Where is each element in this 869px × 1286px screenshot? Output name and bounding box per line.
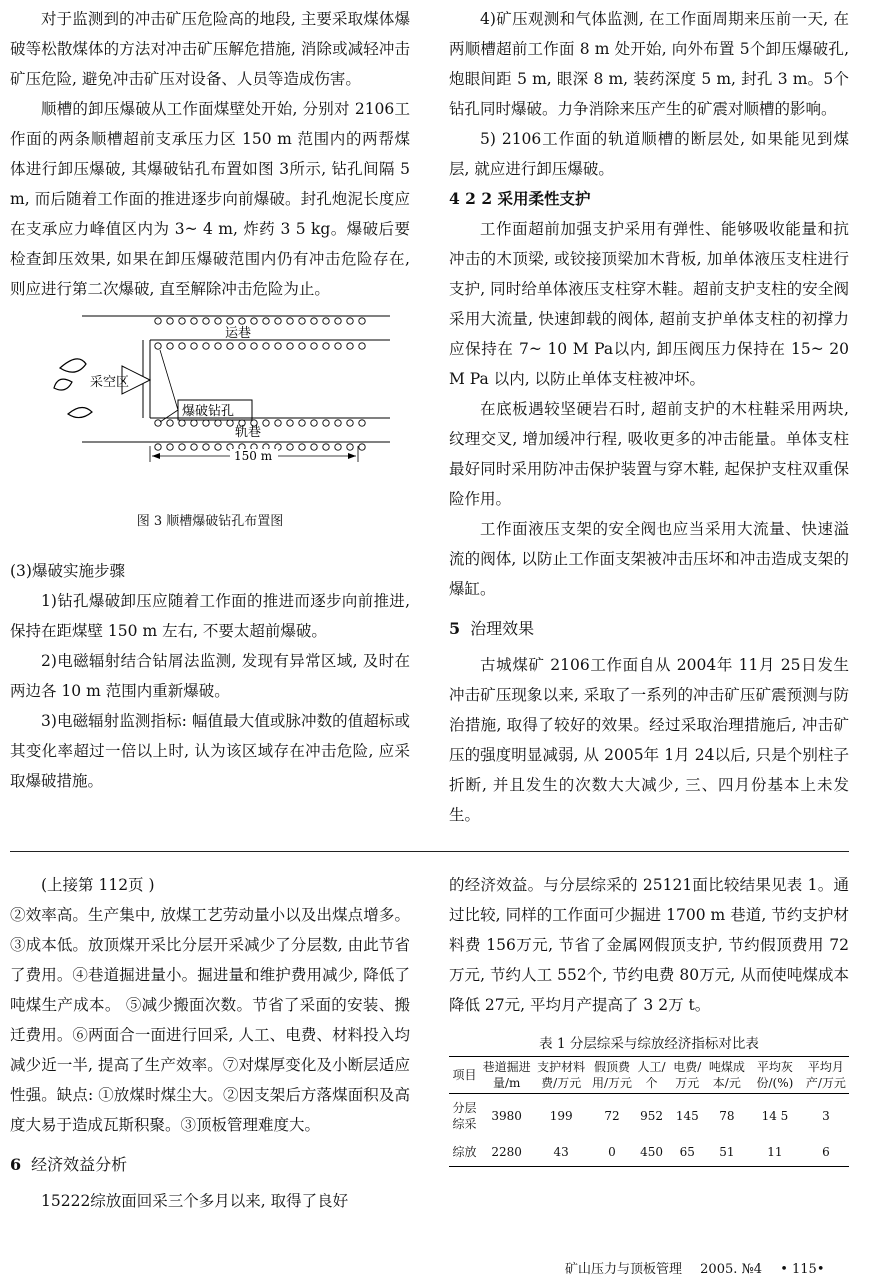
column-1: [10, 4, 410, 796]
label-bottom-roadway: 轨巷: [235, 425, 262, 440]
column-2: [449, 4, 849, 830]
table-header-row: [449, 1057, 849, 1094]
table-header: 假顶费用/万元: [589, 1057, 635, 1094]
column-3: [10, 870, 410, 1216]
comparison-table: [449, 1056, 849, 1167]
paragraph: 4)矿压观测和气体监测, 在工作面周期来压前一天, 在两顺槽超前工作面 8 m 处开始, 向外布置 5个卸压爆破孔, 炮眼间距 5 m, 眼深 8 m, 装药深度 5 m, 封孔 3 m。5个钻孔同时爆破。力争消除来压产生的矿震对顺槽的影响。: [449, 10, 849, 118]
table-cell: 11: [767, 1145, 783, 1159]
table-header: 电费/万元: [668, 1057, 707, 1094]
table-header: 平均灰份/(%): [747, 1057, 803, 1094]
table-cell: 51: [719, 1145, 735, 1159]
table-cell: 199: [549, 1109, 573, 1123]
section-number: 5: [449, 619, 461, 638]
table-cell: 3980: [491, 1109, 522, 1123]
table-cell: 分层综采: [452, 1101, 477, 1131]
section-title: 经济效益分析: [31, 1155, 128, 1174]
table-cell: 14 5: [761, 1109, 789, 1123]
paragraph: 5) 2106工作面的轨道顺槽的断层处, 如果能见到煤层, 就应进行卸压爆破。: [449, 130, 849, 178]
table-cell: 3: [822, 1109, 830, 1123]
table-row: [449, 1094, 849, 1139]
section-number: 6: [10, 1155, 22, 1174]
figure-3-drawing: [10, 310, 410, 510]
paragraph: 顺槽的卸压爆破从工作面煤壁处开始, 分别对 2106工作面的两条顺槽超前支承压力区 150 m 范围内的两帮煤体进行卸压爆破, 其爆破钻孔布置如图 3所示, 钻孔间隔 5 m, 而后随着工作面的推进逐步向前爆破。封孔炮泥长度应在支承应力峰值区内为 3~ 4 m, 炸药 3 5 kg。爆破后要检查卸压效果, 如果在卸压爆破范围内仍有冲击危险存在, 则应进行第二次爆破, 直至解除冲击危险为止。: [10, 100, 410, 298]
paragraph: 工作面液压支架的安全阀也应当采用大流量、快速溢流的阀体, 以防止工作面支架被冲击压坏和冲击造成支架的爆缸。: [449, 520, 849, 598]
table-header: 人工/个: [635, 1057, 668, 1094]
column-4: [449, 870, 849, 1167]
top-holes: [155, 318, 365, 349]
figure-3: [10, 310, 410, 510]
paragraph: 对于监测到的冲击矿压危险高的地段, 主要采取煤体爆破等松散煤体的方法对冲击矿压解危措施, 消除或减轻冲击矿压危险, 避免冲击矿压对设备、人员等造成伤害。: [10, 10, 410, 88]
table-cell: 2280: [491, 1145, 522, 1159]
paragraph: 在底板遇较坚硬岩石时, 超前支护的木柱鞋采用两块, 纹理交叉, 增加缓冲行程, 吸收更多的冲击能量。单体支柱最好同时采用防冲击保护装置与穿木鞋, 起保护支柱双重保险作用。: [449, 400, 849, 508]
page-number: • 115•: [780, 1262, 825, 1277]
table-row: [449, 1138, 849, 1167]
table-header: 吨煤成本/元: [707, 1057, 748, 1094]
section-heading: (3)爆破实施步骤: [10, 562, 125, 580]
paragraph: 工作面超前加强支护采用有弹性、能够吸收能量和抗冲击的木顶梁, 或铰接顶梁加木背板, 加单体液压支柱进行支护, 同时给单体液压支柱穿木鞋。超前支护支柱的安全阀采用大流量, 快速卸载的阀体, 超前支护单体支柱的初撑力应保持在 7~ 10 M Pa以内, 卸压阀压力保持在 15~ 20 M Pa 以内, 以防止单体支柱被冲坏。: [449, 220, 849, 388]
table-cell: 43: [553, 1145, 569, 1159]
continued-note: (上接第 112页 ): [41, 876, 155, 894]
paragraph: ②效率高。生产集中, 放煤工艺劳动量小以及出煤点增多。③成本低。放顶煤开采比分层开采减少了分层数, 由此节省了费用。④巷道掘进量小。掘进量和维护费用减少, 降低了吨煤生产成本。 ⑤减少搬面次数。节省了采面的安装、搬迁费用。⑥两面合一面进行回采, 人工、电费、材料投入均减少近一半, 提高了生产效率。⑦对煤厚变化及小断层适应性强。缺点: ①放煤时煤尘大。②因支架后方落煤面积及高度大易于造成瓦斯积聚。③顶板管理难度大。: [10, 906, 410, 1134]
table-cell: 145: [675, 1109, 699, 1123]
table-cell: 0: [608, 1145, 616, 1159]
table-header: 项目: [449, 1057, 480, 1094]
figure-caption: 图 3 顺槽爆破钻孔布置图: [136, 514, 284, 529]
table-header: 巷道掘进量/m: [480, 1057, 534, 1094]
table-cell: 6: [822, 1145, 830, 1159]
paragraph: 2)电磁辐射结合钻屑法监测, 发现有异常区域, 及时在两边各 10 m 范围内重新爆破。: [10, 652, 410, 700]
journal-name: 矿山压力与顶板管理: [565, 1262, 683, 1277]
divider: [10, 851, 849, 852]
paragraph: 古城煤矿 2106工作面自从 2004年 11月 25日发生冲击矿压现象以来, 采取了一系列的冲击矿压矿震预测与防治措施, 取得了较好的效果。经过采取治理措施后, 冲击矿压的强度明显减弱, 从 2005年 1月 24以后, 只是个别柱子折断, 并且发生的次数大大减少, 三、四月份基本上未发生。: [449, 656, 849, 824]
table-cell: 450: [640, 1145, 663, 1159]
label-length: 150 m: [234, 449, 273, 463]
table-cell: 72: [604, 1109, 620, 1123]
paragraph: 15222综放面回采三个多月以来, 取得了良好: [41, 1192, 349, 1210]
table-cell: 78: [719, 1109, 735, 1123]
label-blast-hole: 爆破钻孔: [182, 404, 235, 419]
label-goaf: 采空区: [90, 375, 130, 390]
section-heading-5: [449, 614, 849, 644]
page-footer: [565, 1258, 839, 1277]
table-cell: 952: [640, 1109, 663, 1123]
section-heading-6: [10, 1150, 410, 1180]
paragraph: 的经济效益。与分层综采的 25121面比较结果见表 1。通过比较, 同样的工作面可少掘进 1700 m 巷道, 节约支护材料费 156万元, 节省了金属网假顶支护, 节约假顶费用 72万元, 节约人工 552个, 节约电费 80万元, 从而使吨煤成本降低 27元, 平均月产提高了 3 2万 t。: [449, 876, 849, 1014]
paragraph: 3)电磁辐射监测指标: 幅值最大值或脉冲数的值超标或其变化率超过一倍以上时, 认为该区域存在冲击危险, 应采取爆破措施。: [10, 712, 410, 790]
journal-issue: 2005. №4: [700, 1262, 763, 1277]
section-title: 治理效果: [470, 619, 535, 638]
table-cell: 综放: [452, 1145, 477, 1159]
table-caption: 表 1 分层综采与综放经济指标对比表: [539, 1036, 759, 1052]
section-heading: 4 2 2 采用柔性支护: [449, 189, 591, 208]
label-top-roadway: 运巷: [225, 326, 252, 341]
table-header: 平均月产/万元: [803, 1057, 849, 1094]
table-cell: 65: [679, 1145, 695, 1159]
paragraph: 1)钻孔爆破卸压应随着工作面的推进而逐步向前推进, 保持在距煤壁 150 m 左右, 不要太超前爆破。: [10, 592, 410, 640]
table-header: 支护材料费/万元: [533, 1057, 588, 1094]
